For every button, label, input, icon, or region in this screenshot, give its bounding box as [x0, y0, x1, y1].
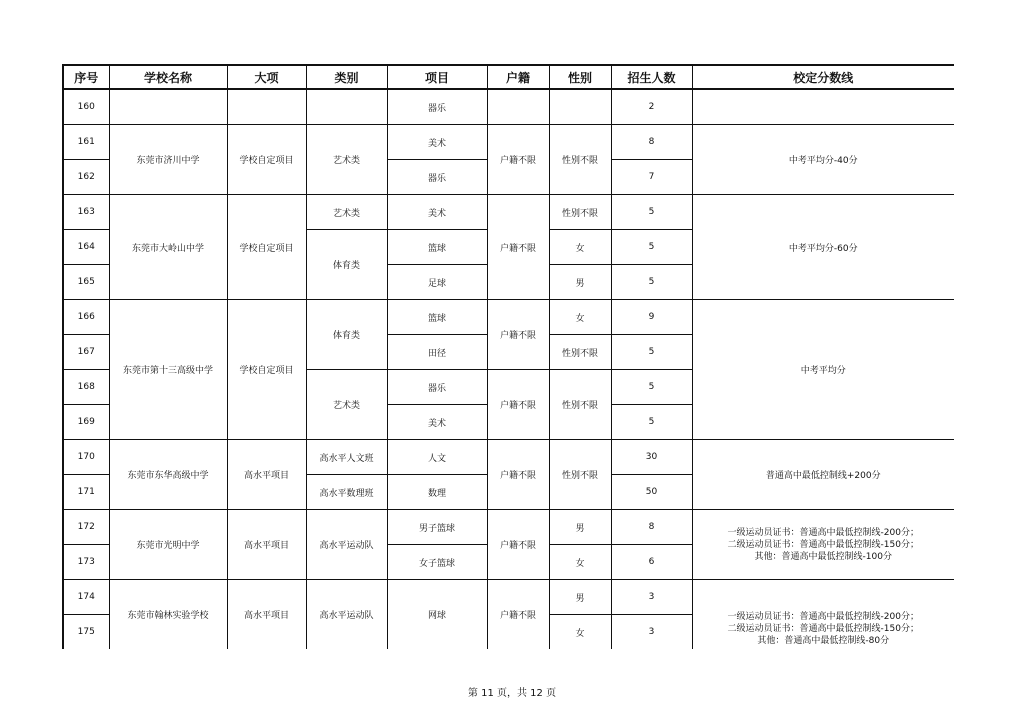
header-hukou: 户籍	[487, 65, 549, 89]
seq-cell: 169	[63, 405, 109, 440]
category-cell: 体育类	[306, 230, 387, 300]
item-cell: 女子篮球	[387, 545, 487, 580]
quota-cell: 3	[611, 580, 692, 615]
quota-cell: 8	[611, 125, 692, 160]
table-row	[63, 125, 954, 160]
major-cell	[227, 89, 306, 125]
category-cell: 高水平运动队	[306, 580, 387, 650]
school-cell	[109, 89, 227, 125]
quota-cell: 5	[611, 335, 692, 370]
school-cell: 东莞市东华高级中学	[109, 440, 227, 510]
quota-cell: 6	[611, 545, 692, 580]
school-cell: 东莞市大岭山中学	[109, 195, 227, 300]
seq-cell: 171	[63, 475, 109, 510]
quota-cell: 50	[611, 475, 692, 510]
item-cell: 田径	[387, 335, 487, 370]
major-cell: 学校自定项目	[227, 195, 306, 300]
item-cell: 男子篮球	[387, 510, 487, 545]
seq-cell: 165	[63, 265, 109, 300]
gender-cell: 男	[549, 510, 611, 545]
quota-cell: 9	[611, 300, 692, 335]
quota-cell: 30	[611, 440, 692, 475]
hukou-cell: 户籍不限	[487, 125, 549, 195]
item-cell: 美术	[387, 125, 487, 160]
item-cell: 足球	[387, 265, 487, 300]
quota-cell: 5	[611, 265, 692, 300]
category-cell: 艺术类	[306, 370, 387, 440]
table-row	[63, 195, 954, 230]
gender-cell: 性别不限	[549, 195, 611, 230]
header-row	[63, 65, 954, 89]
seq-cell: 175	[63, 615, 109, 650]
score-cell: 普通高中最低控制线+200分	[692, 440, 954, 510]
seq-cell: 161	[63, 125, 109, 160]
seq-cell: 163	[63, 195, 109, 230]
item-cell: 美术	[387, 405, 487, 440]
item-cell: 篮球	[387, 300, 487, 335]
category-cell: 艺术类	[306, 125, 387, 195]
table-row	[63, 89, 954, 125]
gender-cell: 男	[549, 580, 611, 615]
table-row	[63, 440, 954, 475]
enrollment-table-container	[62, 64, 954, 649]
page-footer: 第 11 页，共 12 页	[467, 688, 557, 699]
item-cell: 器乐	[387, 89, 487, 125]
seq-cell: 168	[63, 370, 109, 405]
school-cell: 东莞市翰林实验学校	[109, 580, 227, 650]
category-cell: 高水平人文班	[306, 440, 387, 475]
table-row	[63, 580, 954, 615]
seq-cell: 173	[63, 545, 109, 580]
item-cell: 美术	[387, 195, 487, 230]
table-row	[63, 300, 954, 335]
gender-cell: 性别不限	[549, 370, 611, 440]
quota-cell: 5	[611, 195, 692, 230]
score-cell: 中考平均分	[692, 300, 954, 440]
table-row	[63, 510, 954, 545]
header-category: 类别	[306, 65, 387, 89]
score-cell: 一级运动员证书：普通高中最低控制线-200分； 二级运动员证书：普通高中最低控制线-150分； 其他：普通高中最低控制线-100分	[692, 510, 954, 580]
item-cell: 数理	[387, 475, 487, 510]
quota-cell: 5	[611, 405, 692, 440]
seq-cell: 170	[63, 440, 109, 475]
seq-cell: 174	[63, 580, 109, 615]
hukou-cell: 户籍不限	[487, 440, 549, 510]
category-cell	[306, 89, 387, 125]
quota-cell: 8	[611, 510, 692, 545]
school-cell: 东莞市光明中学	[109, 510, 227, 580]
header-item: 项目	[387, 65, 487, 89]
school-cell: 东莞市济川中学	[109, 125, 227, 195]
hukou-cell: 户籍不限	[487, 370, 549, 440]
item-cell: 器乐	[387, 160, 487, 195]
major-cell: 学校自定项目	[227, 300, 306, 440]
gender-cell: 性别不限	[549, 125, 611, 195]
major-cell: 高水平项目	[227, 440, 306, 510]
header-seq: 序号	[63, 65, 109, 89]
item-cell: 网球	[387, 580, 487, 650]
score-cell: 中考平均分-60分	[692, 195, 954, 300]
gender-cell: 性别不限	[549, 335, 611, 370]
quota-cell: 5	[611, 370, 692, 405]
item-cell: 篮球	[387, 230, 487, 265]
enrollment-table	[62, 64, 954, 649]
gender-cell: 女	[549, 230, 611, 265]
gender-cell: 女	[549, 615, 611, 650]
seq-cell: 160	[63, 89, 109, 125]
category-cell: 高水平运动队	[306, 510, 387, 580]
category-cell: 体育类	[306, 300, 387, 370]
gender-cell: 性别不限	[549, 440, 611, 510]
major-cell: 高水平项目	[227, 510, 306, 580]
item-cell: 器乐	[387, 370, 487, 405]
gender-cell: 女	[549, 300, 611, 335]
hukou-cell: 户籍不限	[487, 510, 549, 580]
school-cell: 东莞市第十三高级中学	[109, 300, 227, 440]
quota-cell: 3	[611, 615, 692, 650]
header-school: 学校名称	[109, 65, 227, 89]
hukou-cell	[487, 89, 549, 125]
score-cell: 一级运动员证书：普通高中最低控制线-200分； 二级运动员证书：普通高中最低控制线-150分； 其他：普通高中最低控制线-80分	[692, 580, 954, 650]
major-cell: 学校自定项目	[227, 125, 306, 195]
hukou-cell: 户籍不限	[487, 580, 549, 650]
category-cell: 艺术类	[306, 195, 387, 230]
hukou-cell: 户籍不限	[487, 195, 549, 300]
hukou-cell: 户籍不限	[487, 300, 549, 370]
seq-cell: 164	[63, 230, 109, 265]
seq-cell: 166	[63, 300, 109, 335]
gender-cell: 女	[549, 545, 611, 580]
seq-cell: 172	[63, 510, 109, 545]
score-cell	[692, 89, 954, 125]
header-quota: 招生人数	[611, 65, 692, 89]
quota-cell: 5	[611, 230, 692, 265]
header-gender: 性别	[549, 65, 611, 89]
gender-cell: 男	[549, 265, 611, 300]
quota-cell: 2	[611, 89, 692, 125]
quota-cell: 7	[611, 160, 692, 195]
item-cell: 人文	[387, 440, 487, 475]
score-cell: 中考平均分-40分	[692, 125, 954, 195]
header-major: 大项	[227, 65, 306, 89]
gender-cell	[549, 89, 611, 125]
seq-cell: 162	[63, 160, 109, 195]
seq-cell: 167	[63, 335, 109, 370]
category-cell: 高水平数理班	[306, 475, 387, 510]
header-score: 校定分数线	[692, 65, 954, 89]
major-cell: 高水平项目	[227, 580, 306, 650]
